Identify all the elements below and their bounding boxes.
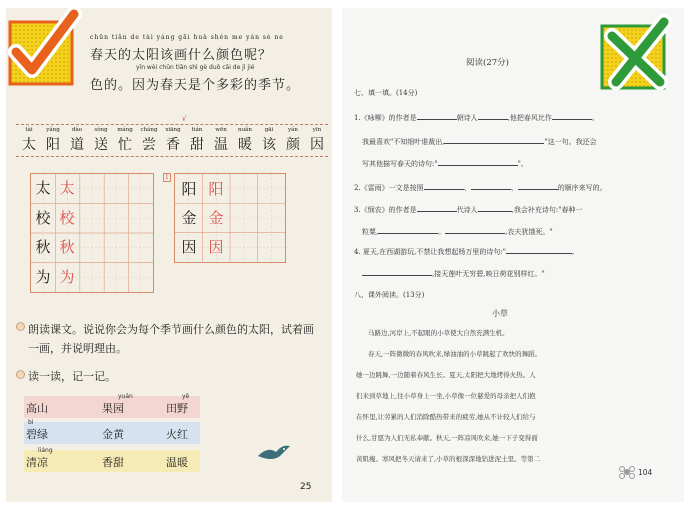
divider-line xyxy=(16,124,328,125)
char-item: 太 xyxy=(22,137,36,153)
char-item: 尝 xyxy=(142,137,156,153)
word-pinyin: yě xyxy=(182,393,190,400)
q3-text: ,农夫犹饿死。" xyxy=(505,228,553,236)
story-line: 春天,一阵微微的春风吹来,绿油油的小草跳起了欢快的舞蹈。 xyxy=(368,350,542,358)
part-8-heading: 八、课外阅读。(13分) xyxy=(354,291,425,299)
q1-text: "这一句。我还会 xyxy=(544,138,597,146)
grid-copy-char: 因 xyxy=(208,238,224,256)
grid-model-char: 阳 xyxy=(181,180,197,198)
word-pinyin: bì xyxy=(28,419,34,426)
q4-text: , xyxy=(571,248,575,256)
x-mark-badge-icon xyxy=(598,12,678,92)
story-line: 黄肌瘦。寒风把冬天请来了,小草的根深深地钻进泥土里。等第二 xyxy=(356,455,541,463)
char-item: 香 xyxy=(166,137,180,153)
char-pinyin: yáng xyxy=(46,127,60,133)
q4-text: ,接天莲叶无穷碧,映日荷花别样红。" xyxy=(432,270,545,278)
char-pinyin: tài xyxy=(25,127,33,133)
answer-blank[interactable] xyxy=(417,112,457,120)
question-1-line-1 xyxy=(354,112,599,123)
writing-grid-left xyxy=(30,173,154,293)
section-title: 阅读(27分) xyxy=(466,58,509,68)
char-pinyin: yán xyxy=(288,127,298,133)
char-item: 道 xyxy=(70,137,84,153)
char-pinyin: nuǎn xyxy=(238,127,252,133)
grid-copy-char: 阳 xyxy=(208,180,224,198)
q1-text: 1.《咏柳》的作者是 xyxy=(354,114,417,122)
story-line: 什么,甘愿为人们无私奉献。秋天,一阵凉风吹来,她一下子变得面 xyxy=(356,434,538,442)
poem-line-1: 春天的太阳该画什么颜色呢？ xyxy=(90,48,273,63)
char-item: 因 xyxy=(310,137,324,153)
story-line: 在怀里,让劳累的人们消除酷热带来的疲劳,她从不计较人们给与 xyxy=(356,413,536,421)
q1-text: 朝诗人 xyxy=(456,114,478,122)
page-number: 25 xyxy=(300,482,312,492)
char-item: 该 xyxy=(262,137,276,153)
story-line: 们来到草地上,往小草身上一坐,小草像一位慈爱的母亲把人们抱 xyxy=(356,392,536,400)
grid-model-char: 秋 xyxy=(35,238,51,256)
question-1-line-3 xyxy=(362,158,528,169)
question-4-line-1 xyxy=(354,246,574,257)
answer-blank[interactable] xyxy=(444,136,544,144)
grid-model-char: 因 xyxy=(181,238,197,256)
writing-grid-right xyxy=(174,173,286,263)
answer-blank[interactable] xyxy=(438,158,518,166)
char-pinyin: dào xyxy=(71,127,83,133)
word-item: 火红 xyxy=(166,428,188,441)
word-item: 果园 xyxy=(102,402,124,415)
answer-blank[interactable] xyxy=(378,226,438,234)
q1-text: 写其他描写春天的诗句:" xyxy=(362,160,438,168)
q3-text: 3.《悯农》的作者是 xyxy=(354,206,417,214)
grid-marker: 1 xyxy=(165,174,169,181)
poem-pinyin-1: chūn tiān de tài yáng gāi huà shén me yán sè ne xyxy=(90,34,284,41)
char-pinyin: tián xyxy=(191,127,203,133)
char-item: 甜 xyxy=(190,137,204,153)
q3-text: 粒粟, xyxy=(362,228,379,236)
answer-blank[interactable] xyxy=(424,182,464,190)
char-pinyin: cháng xyxy=(140,127,158,133)
grid-model-char: 太 xyxy=(35,179,51,197)
question-4-line-2 xyxy=(362,268,545,279)
word-item: 高山 xyxy=(26,402,48,415)
poem-pinyin-2: yīn wèi chūn tiān shì gè duō cǎi de jì jié xyxy=(136,64,255,71)
q1-text: 。 xyxy=(591,114,599,122)
q2-text: 的顺序来写的。 xyxy=(557,184,607,192)
char-pinyin: yīn xyxy=(312,127,322,133)
page-number: 104 xyxy=(638,468,653,477)
char-row xyxy=(18,134,328,154)
answer-blank[interactable] xyxy=(518,182,558,190)
word-item: 金黄 xyxy=(102,428,124,441)
answer-blank[interactable] xyxy=(445,226,505,234)
question-2: 2.《雷雨》一文是按照 、 、 的顺序来写的。 xyxy=(354,184,607,192)
answer-blank[interactable] xyxy=(478,112,508,120)
char-item: 温 xyxy=(214,137,228,153)
task-1-text: 朗读课文。说说你会为每个季节画什么颜色的太阳，试着画一画，并说明理由。 xyxy=(28,323,314,355)
answer-blank[interactable] xyxy=(552,112,592,120)
red-marker: √ xyxy=(182,115,187,123)
q1-text: "。 xyxy=(517,160,528,168)
poem-line-2: 色的。因为春天是个多彩的季节。 xyxy=(90,78,301,93)
char-pinyin: wēn xyxy=(215,127,227,133)
answer-blank[interactable] xyxy=(478,204,512,212)
answer-blank[interactable] xyxy=(362,268,432,276)
question-3-line-2: 粒粟, 。 ,农夫犹饿死。" xyxy=(362,228,553,236)
q3-text: ,我会补充诗句:"春种一 xyxy=(511,206,583,214)
checkmark-badge-icon xyxy=(6,8,86,88)
q4-text: 4. 夏天,在西湖游玩,不禁让我想起杨万里的诗句:" xyxy=(354,248,506,256)
bullet-icon xyxy=(16,322,25,331)
grid-model-char: 金 xyxy=(181,209,197,227)
word-item: 温暖 xyxy=(166,456,188,469)
word-item: 田野 xyxy=(166,402,188,415)
answer-blank[interactable] xyxy=(471,182,511,190)
word-pinyin: yuán xyxy=(118,393,133,400)
grid-copy-char: 为 xyxy=(59,268,75,286)
q2-text: 2.《雷雨》一文是按照 xyxy=(354,184,424,192)
task-2-text: 读一读，记一记。 xyxy=(28,370,116,383)
char-pinyin: gāi xyxy=(264,127,274,133)
story-line: 马路边,河岸上,不起眼的小草使大自然充满生机。 xyxy=(368,329,509,337)
answer-blank[interactable] xyxy=(417,204,457,212)
q1-text: ,他把春风比作 xyxy=(507,114,552,122)
char-row-pinyin xyxy=(18,127,328,133)
word-item: 清凉 xyxy=(26,456,48,469)
char-item: 送 xyxy=(94,137,108,153)
divider-line xyxy=(16,156,328,157)
grid-model-char: 校 xyxy=(35,209,51,227)
char-item: 阳 xyxy=(46,137,60,153)
grid-copy-char: 金 xyxy=(208,209,224,227)
grid-model-char: 为 xyxy=(35,268,51,286)
grid-copy-char: 太 xyxy=(59,179,75,197)
part-7-heading: 七、填一填。(14分) xyxy=(354,89,418,97)
story-title: 小草 xyxy=(492,309,508,318)
q3-text: 代诗人 xyxy=(456,206,478,214)
char-item: 忙 xyxy=(118,137,132,153)
bird-icon xyxy=(256,442,292,464)
grid-copy-char: 校 xyxy=(59,209,75,227)
story-line: 她一边跳舞,一边随着春风生长。夏天,太阳把大地烤得火热。人 xyxy=(356,371,536,379)
char-item: 暖 xyxy=(238,137,252,153)
q1-text: 我最喜欢"不知细叶谁裁出, xyxy=(362,138,445,146)
question-3-line-1 xyxy=(354,204,583,215)
word-pinyin: liáng xyxy=(38,447,53,454)
word-item: 碧绿 xyxy=(26,428,48,441)
answer-blank[interactable] xyxy=(506,246,575,256)
char-item: 颜 xyxy=(286,137,300,153)
word-item: 香甜 xyxy=(102,456,124,469)
char-pinyin: xiāng xyxy=(165,127,181,133)
grid-copy-char: 秋 xyxy=(59,238,75,256)
char-pinyin: máng xyxy=(117,127,133,133)
char-pinyin: sòng xyxy=(94,127,108,133)
bullet-icon xyxy=(16,370,25,379)
question-1-line-2 xyxy=(362,136,597,147)
flower-icon xyxy=(618,464,636,480)
